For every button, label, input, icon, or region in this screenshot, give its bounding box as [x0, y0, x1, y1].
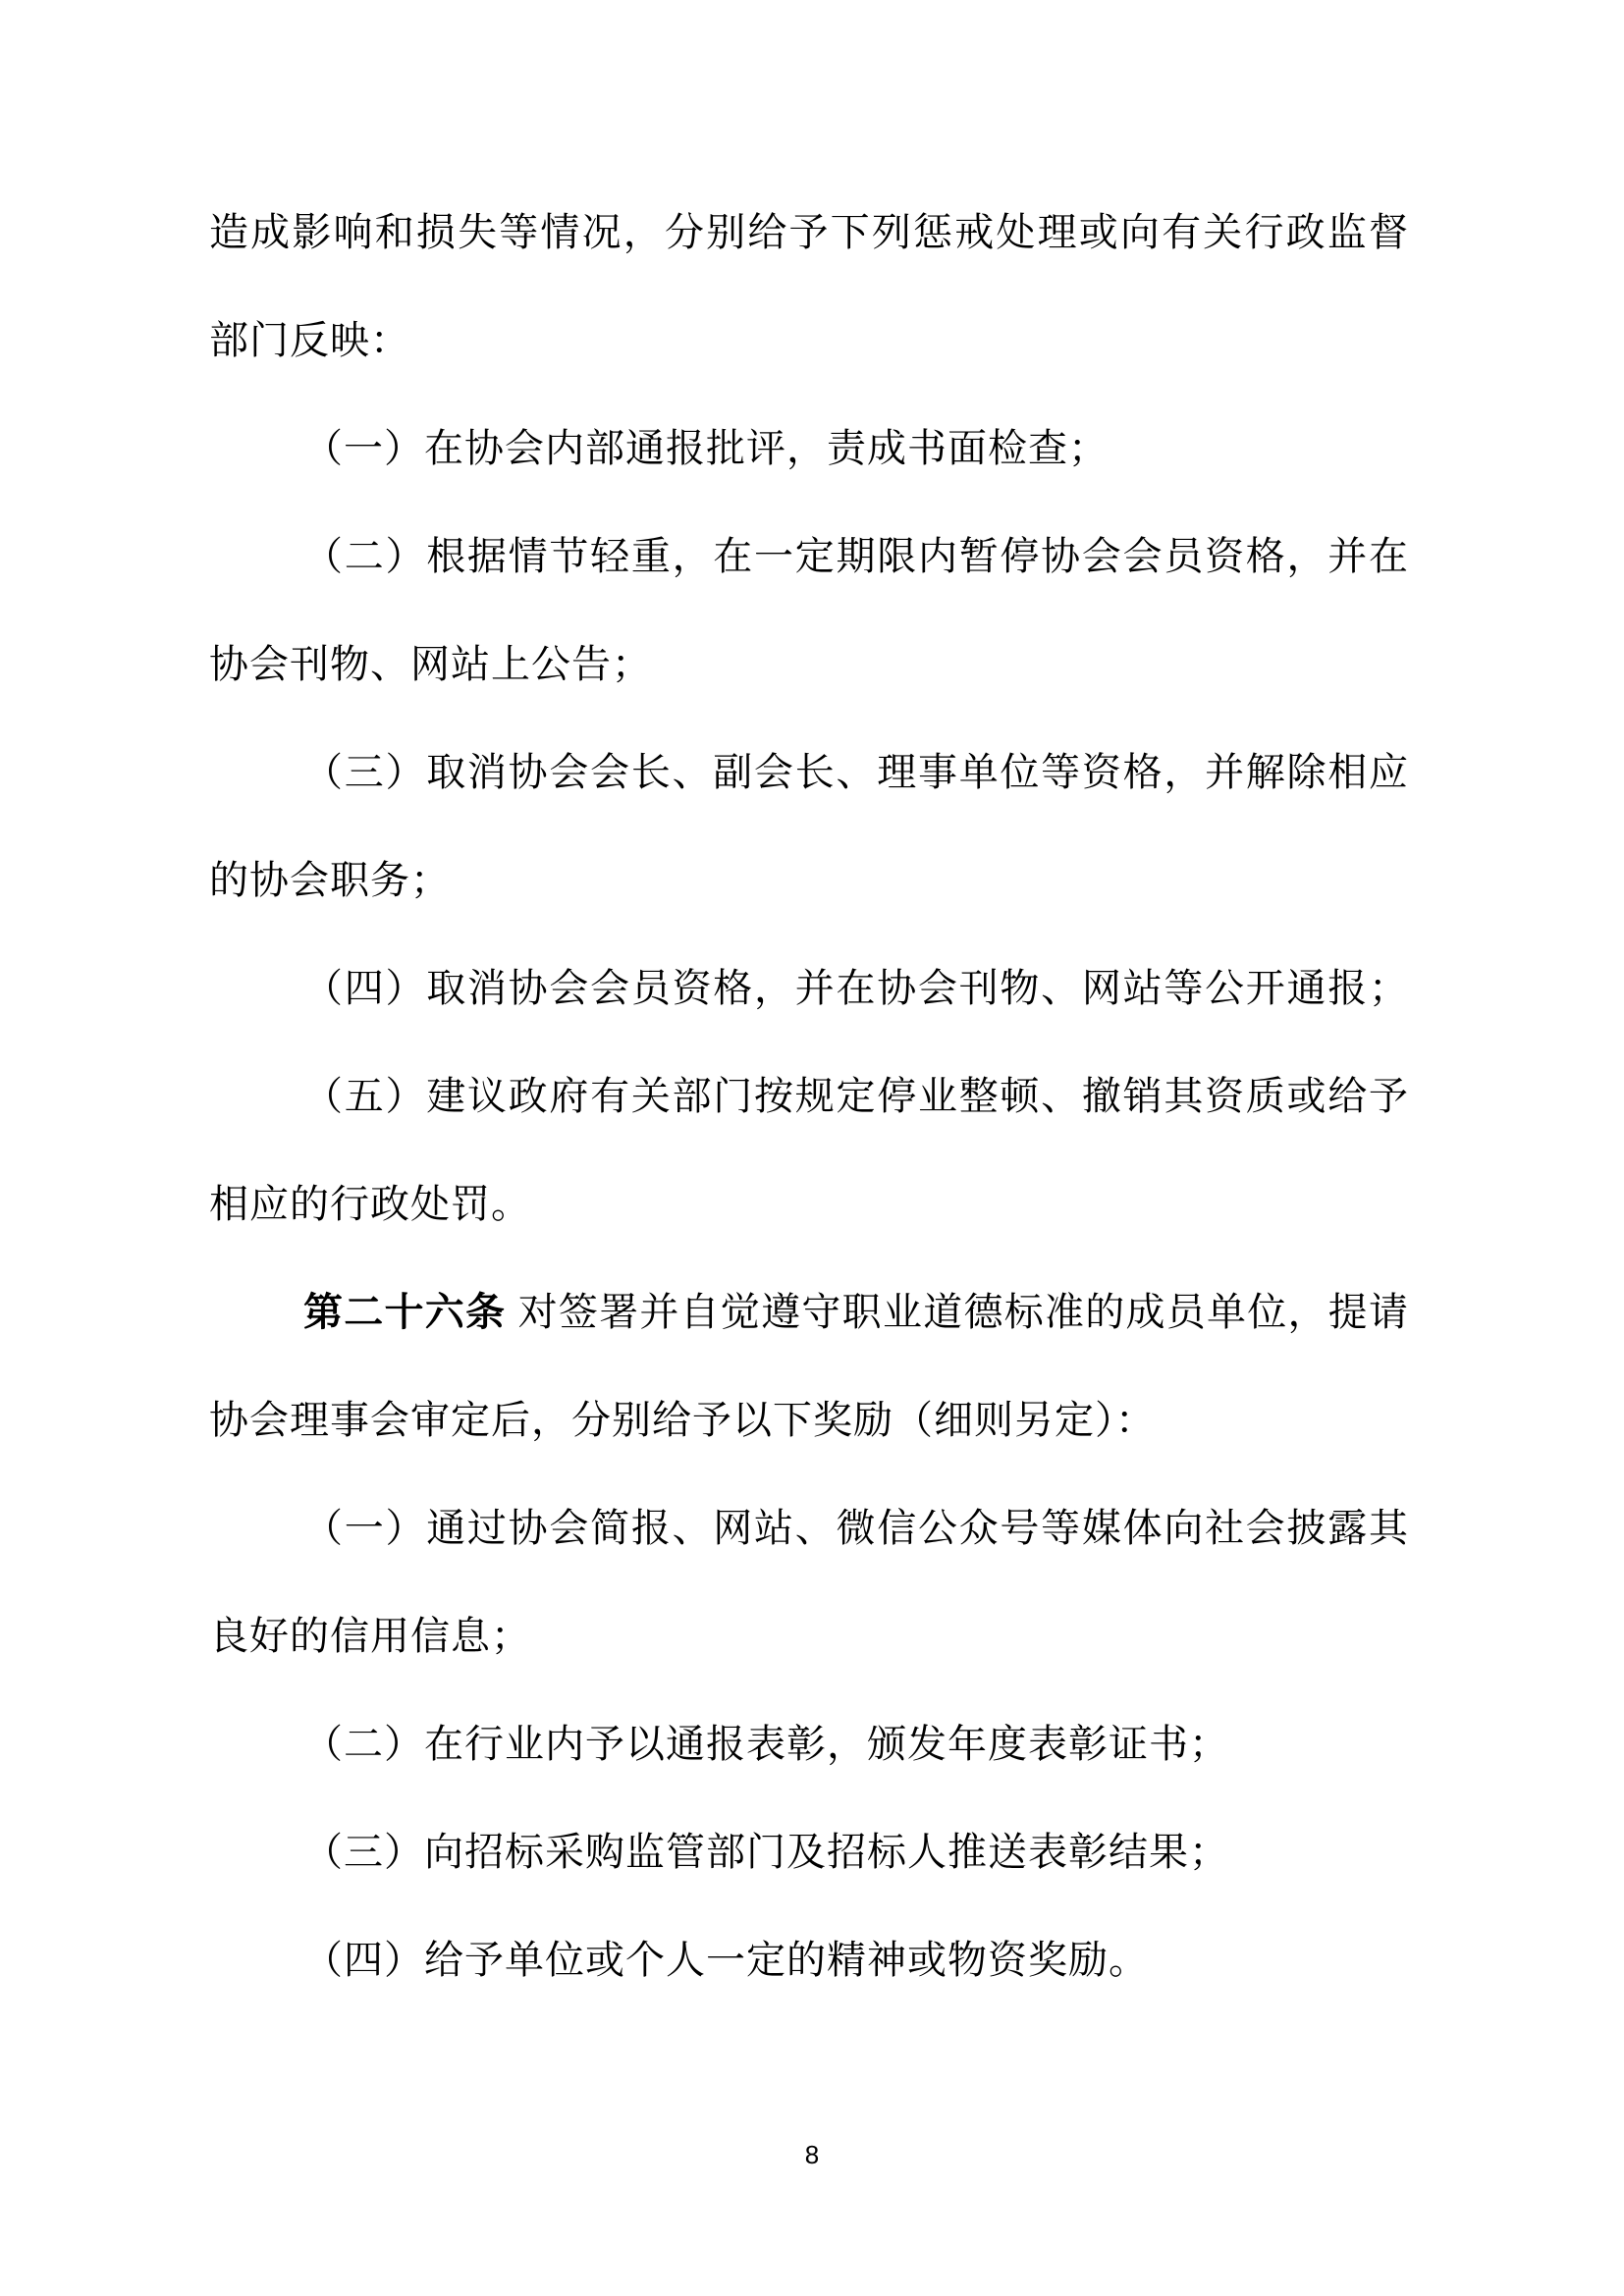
text-line-12: 协会理事会审定后，分别给予以下奖励（细则另定）： — [209, 1399, 1156, 1442]
text-line-14: 良好的信用信息； — [209, 1615, 531, 1658]
text-line-11: 第二十六条 对签署并自觉遵守职业道德标准的成员单位，提请 — [303, 1291, 1409, 1334]
text-line-7: 的协会职务； — [209, 859, 451, 902]
text-line-4: （二）根据情节轻重，在一定期限内暂停协会会员资格，并在 — [303, 535, 1409, 578]
text-line-9: （五）建议政府有关部门按规定停业整顿、撤销其资质或给予 — [303, 1075, 1409, 1118]
text-line-1: 造成影响和损失等情况，分别给予下列惩戒处理或向有关行政监督 — [209, 211, 1409, 254]
text-line-8: （四）取消协会会员资格，并在协会刊物、网站等公开通报； — [303, 967, 1409, 1010]
document-body — [209, 179, 1409, 2014]
text-line-5: 协会刊物、网站上公告； — [209, 643, 652, 686]
text-line-3: （一）在协会内部通报批评，责成书面检查； — [303, 427, 1109, 470]
text-line-13: （一）通过协会简报、网站、微信公众号等媒体向社会披露其 — [303, 1507, 1409, 1550]
text-line-15: （二）在行业内予以通报表彰，颁发年度表彰证书； — [303, 1723, 1229, 1766]
text-line-6: （三）取消协会会长、副会长、理事单位等资格，并解除相应 — [303, 751, 1409, 794]
text-line-2: 部门反映： — [209, 319, 410, 362]
article-number: 第二十六条 — [303, 1291, 507, 1334]
page-number: 8 — [804, 2140, 820, 2169]
text-line-16: （三）向招标采购监管部门及招标人推送表彰结果； — [303, 1831, 1229, 1874]
text-line-17: （四）给予单位或个人一定的精神或物资奖励。 — [303, 1939, 1149, 1982]
text-line-10: 相应的行政处罚。 — [209, 1183, 531, 1226]
